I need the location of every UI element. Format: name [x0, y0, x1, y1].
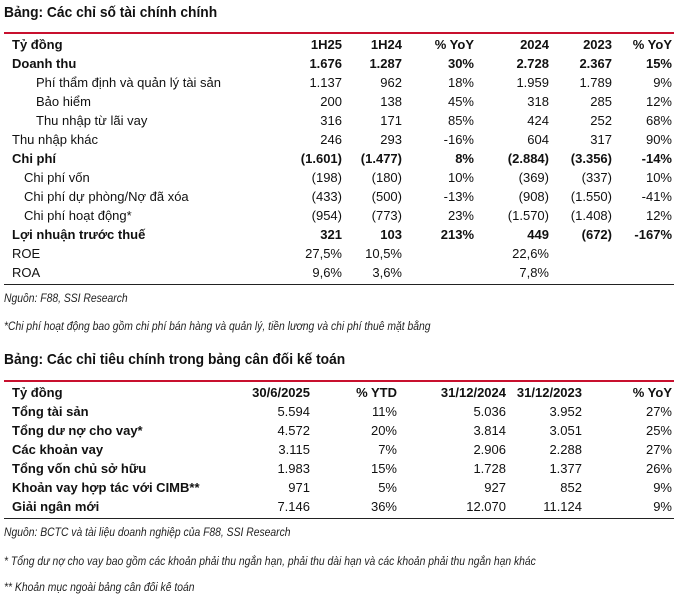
- table1-cell: (954): [311, 208, 342, 223]
- table1-cell: 3,6%: [372, 265, 402, 280]
- table1-row-label: Lợi nhuận trước thuế: [12, 227, 146, 242]
- table2-row: [4, 478, 674, 497]
- table2-footnote1: * Tổng dư nợ cho vay bao gồm các khoản phải thu ngắn hạn, phải thu dài hạn và các khoản phải thu ngắn hạn khác: [4, 556, 536, 568]
- table1-cell: 285: [590, 94, 612, 109]
- table2-cell: 7%: [378, 442, 397, 457]
- table2-header-row: [4, 383, 674, 402]
- table2-cell: 9%: [653, 499, 672, 514]
- table1-cell: 9,6%: [312, 265, 342, 280]
- table1-cell: 213%: [440, 227, 474, 242]
- table1-title: Bảng: Các chỉ số tài chính chính: [4, 4, 218, 21]
- table1-header-yoy: % YoY: [434, 37, 474, 52]
- table1-row: [4, 187, 674, 206]
- table1-cell: (773): [371, 208, 402, 223]
- table2-cell: 9%: [653, 480, 672, 495]
- table1-cell: (672): [581, 227, 612, 242]
- table2-cell: 5.594: [277, 404, 310, 419]
- table1-cell: 10%: [645, 170, 672, 185]
- table1-row: [4, 73, 674, 92]
- table1-cell: -13%: [443, 189, 474, 204]
- table1-cell: 18%: [447, 75, 474, 90]
- table1-cell: 15%: [645, 56, 672, 71]
- table1-cell: (433): [311, 189, 342, 204]
- table1-row-label: ROA: [12, 265, 41, 280]
- table1-cell: (500): [371, 189, 402, 204]
- table2-cell: 2.288: [549, 442, 582, 457]
- table1-cell: 68%: [645, 113, 672, 128]
- table1-cell: (908): [518, 189, 549, 204]
- table1-cell: 962: [380, 75, 402, 90]
- table1-cell: (1.570): [507, 208, 549, 223]
- table1-cell: 85%: [447, 113, 474, 128]
- table1-cell: 22,6%: [512, 246, 549, 261]
- table1-cell: 2.728: [516, 56, 549, 71]
- table1-cell: 200: [320, 94, 342, 109]
- table1-cell: -16%: [443, 132, 474, 147]
- table1-header-row: [4, 35, 674, 54]
- table2-row-label: Tổng tài sản: [12, 404, 89, 419]
- table2-header-ytd: % YTD: [356, 385, 397, 400]
- table1-cell: (369): [518, 170, 549, 185]
- table2-header-dec2024: 31/12/2024: [440, 385, 506, 400]
- table1-cell: 138: [380, 94, 402, 109]
- table1-row-label: Phí thẩm định và quản lý tài sản: [36, 75, 222, 90]
- table1-cell: 10,5%: [365, 246, 402, 261]
- table1-cell: -167%: [634, 227, 672, 242]
- table2-row: [4, 497, 674, 516]
- table1-header-1h24: 1H24: [370, 37, 402, 52]
- table2-cell: 3.115: [278, 442, 310, 457]
- table1-row: [4, 111, 674, 130]
- table2-header-unit: Tỷ đồng: [12, 385, 63, 400]
- table1-row-label: Bảo hiểm: [36, 94, 91, 109]
- table1-cell: 316: [320, 113, 342, 128]
- table2-cell: 7.146: [277, 499, 310, 514]
- table1-row: [4, 92, 674, 111]
- table2-cell: 11%: [371, 404, 397, 419]
- table2-title: Bảng: Các chỉ tiêu chính trong bảng cân đối kế toán: [4, 351, 346, 368]
- table1-row: [4, 244, 674, 263]
- table2-cell: 5%: [378, 480, 397, 495]
- table1-row-label: ROE: [12, 246, 41, 261]
- table1-cell: 1.959: [516, 75, 549, 90]
- table2-row-label: Tổng dư nợ cho vay*: [12, 423, 143, 438]
- table2-row: [4, 402, 674, 421]
- table1-cell: 1.789: [579, 75, 612, 90]
- table2-cell: 4.572: [277, 423, 310, 438]
- table1-header-1h25: 1H25: [310, 37, 342, 52]
- table1-cell: 103: [380, 227, 402, 242]
- table2-cell: 2.906: [473, 442, 506, 457]
- table1-cell: -41%: [641, 189, 672, 204]
- table1-row: [4, 54, 674, 73]
- table1-cell: 7,8%: [519, 265, 549, 280]
- table2-cell: 36%: [370, 499, 397, 514]
- table1-cell: 293: [380, 132, 402, 147]
- table1-cell: 23%: [447, 208, 474, 223]
- table2-cell: 20%: [370, 423, 397, 438]
- table2-source: Nguồn: BCTC và tài liệu doanh nghiệp của F88, SSI Research: [4, 527, 291, 539]
- table2-header-jun2025: 30/6/2025: [252, 385, 310, 400]
- table2-row-label: Các khoản vay: [12, 442, 104, 457]
- table2-cell: 3.051: [549, 423, 582, 438]
- table1-row: [4, 263, 674, 282]
- table1-row-label: Thu nhập khác: [12, 132, 99, 147]
- table1-cell: 424: [527, 113, 549, 128]
- table2-cell: 1.377: [549, 461, 582, 476]
- table2-cell: 26%: [645, 461, 672, 476]
- table2-cell: 852: [560, 480, 582, 495]
- table2-cell: 1.728: [473, 461, 506, 476]
- table1-row-label: Doanh thu: [12, 56, 77, 71]
- table2-body: [4, 402, 674, 516]
- table2-cell: 3.952: [549, 404, 582, 419]
- table1-row-label: Chi phí hoạt động*: [24, 208, 132, 223]
- table2-cell: 971: [288, 480, 310, 495]
- table1-cell: 30%: [447, 56, 474, 71]
- table1-cell: (1.408): [570, 208, 612, 223]
- table1-row-label: Chi phí dự phòng/Nợ đã xóa: [24, 189, 189, 204]
- table1-cell: -14%: [641, 151, 672, 166]
- table1-cell: 1.137: [309, 75, 342, 90]
- table1-cell: (3.356): [570, 151, 612, 166]
- table2: [4, 383, 674, 516]
- table1-header-unit: Tỷ đồng: [12, 37, 63, 52]
- table2-top-rule: [4, 380, 674, 382]
- table2-row: [4, 440, 674, 459]
- table1-source: Nguồn: F88, SSI Research: [4, 293, 128, 305]
- table1-cell: 10%: [447, 170, 474, 185]
- table2-row: [4, 421, 674, 440]
- table2-row-label: Giải ngân mới: [12, 499, 100, 514]
- table1-header-yoy2: % YoY: [632, 37, 672, 52]
- table2-cell: 15%: [370, 461, 397, 476]
- table1-cell: 2.367: [579, 56, 612, 71]
- table1-cell: 1.676: [309, 56, 342, 71]
- table1-header-2024: 2024: [520, 37, 549, 52]
- table1-row-label: Chi phí vốn: [24, 170, 90, 185]
- table1-cell: (180): [371, 170, 402, 185]
- table1-cell: 27,5%: [305, 246, 342, 261]
- table2-cell: 1.983: [277, 461, 310, 476]
- table2-cell: 25%: [645, 423, 672, 438]
- table1-cell: 90%: [645, 132, 672, 147]
- table2-row-label: Khoản vay hợp tác với CIMB**: [12, 480, 200, 495]
- table1-cell: (2.884): [507, 151, 549, 166]
- table1-row: [4, 149, 674, 168]
- table1-row: [4, 130, 674, 149]
- table1-header-2023: 2023: [583, 37, 612, 52]
- table1-cell: 8%: [455, 151, 474, 166]
- table1-cell: 317: [590, 132, 612, 147]
- table1-row-label: Chi phí: [12, 151, 57, 166]
- table2-cell: 11.124: [543, 499, 582, 514]
- table2-header-yoy: % YoY: [632, 385, 672, 400]
- table1-cell: 12%: [645, 94, 672, 109]
- table1-cell: (1.601): [300, 151, 342, 166]
- table1-cell: (337): [581, 170, 612, 185]
- table1-cell: 171: [380, 113, 402, 128]
- table2-header-dec2023: 31/12/2023: [516, 385, 582, 400]
- table1: [4, 35, 674, 282]
- table2-cell: 3.814: [473, 423, 506, 438]
- table1-cell: 604: [527, 132, 549, 147]
- table2-row: [4, 459, 674, 478]
- table1-row: [4, 168, 674, 187]
- table2-bottom-rule: [4, 518, 674, 519]
- table1-row-label: Thu nhập từ lãi vay: [36, 113, 148, 128]
- table1-footnote: *Chi phí hoạt động bao gồm chi phí bán hàng và quản lý, tiền lương và chi phí thuê mặt bằng: [4, 321, 431, 333]
- table1-cell: (1.550): [570, 189, 612, 204]
- table1-cell: 9%: [653, 75, 672, 90]
- table2-row-label: Tổng vốn chủ sở hữu: [12, 461, 147, 476]
- table2-cell: 27%: [645, 442, 672, 457]
- table2-cell: 12.070: [466, 499, 506, 514]
- table2-cell: 927: [484, 480, 506, 495]
- table1-top-rule: [4, 32, 674, 34]
- table2-cell: 27%: [645, 404, 672, 419]
- table2-footnote2: ** Khoản mục ngoài bảng cân đối kế toán: [4, 582, 195, 594]
- table1-bottom-rule: [4, 284, 674, 285]
- table1-cell: 246: [320, 132, 342, 147]
- table2-cell: 5.036: [473, 404, 506, 419]
- table1-cell: 252: [590, 113, 612, 128]
- table1-row: [4, 206, 674, 225]
- table1-cell: 12%: [645, 208, 672, 223]
- table1-cell: 1.287: [369, 56, 402, 71]
- table1-cell: (1.477): [360, 151, 402, 166]
- table1-cell: (198): [311, 170, 342, 185]
- table1-cell: 321: [320, 227, 342, 242]
- table1-cell: 318: [527, 94, 549, 109]
- table1-cell: 45%: [447, 94, 474, 109]
- table1-row: [4, 225, 674, 244]
- table1-body: [4, 54, 674, 282]
- table1-cell: 449: [527, 227, 549, 242]
